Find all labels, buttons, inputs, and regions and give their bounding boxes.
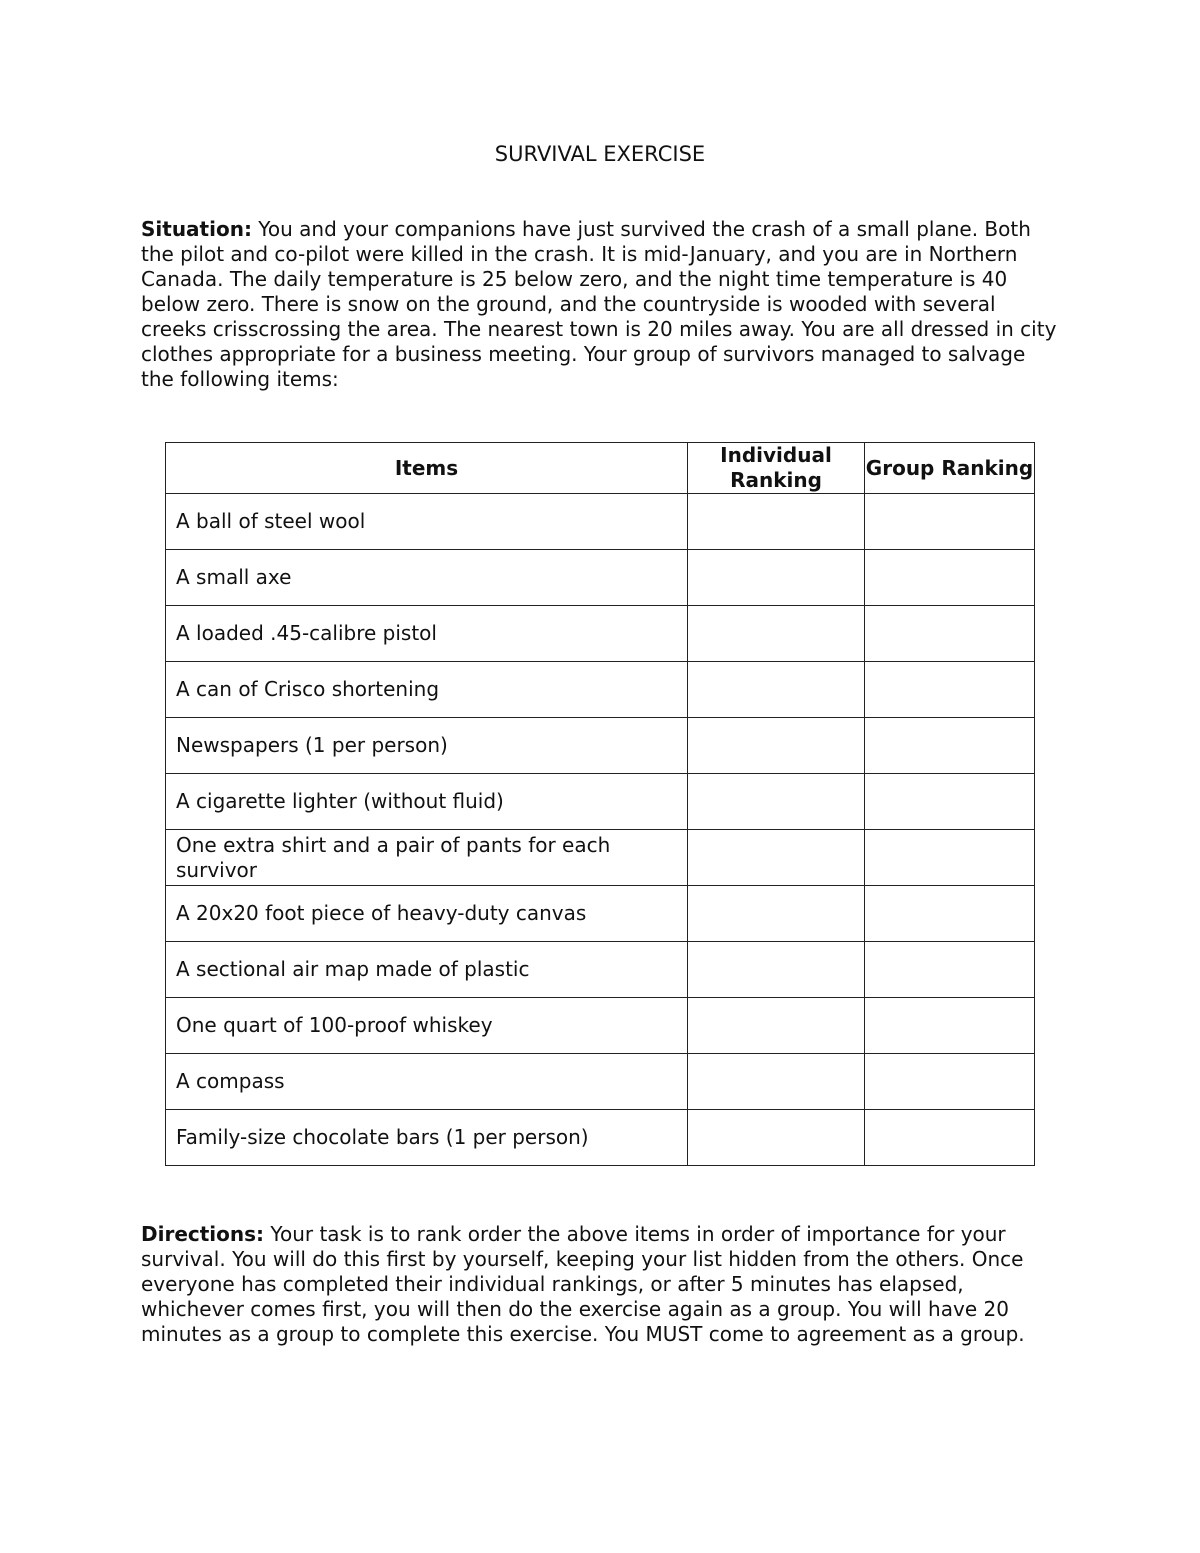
item-cell: One quart of 100-proof whiskey <box>166 998 688 1054</box>
header-individual-ranking: Individual Ranking <box>688 443 865 494</box>
table-header-row <box>166 443 1035 494</box>
item-cell: A compass <box>166 1054 688 1110</box>
header-items: Items <box>166 443 688 494</box>
table-body <box>166 494 1035 1166</box>
individual-ranking-cell[interactable] <box>688 550 865 606</box>
group-ranking-cell[interactable] <box>865 774 1035 830</box>
item-cell: A loaded .45-calibre pistol <box>166 606 688 662</box>
table-row <box>166 1054 1035 1110</box>
group-ranking-cell[interactable] <box>865 1110 1035 1166</box>
item-cell: A small axe <box>166 550 688 606</box>
individual-ranking-cell[interactable] <box>688 494 865 550</box>
group-ranking-cell[interactable] <box>865 494 1035 550</box>
group-ranking-cell[interactable] <box>865 830 1035 886</box>
page-title: SURVIVAL EXERCISE <box>494 142 706 166</box>
group-ranking-cell[interactable] <box>865 886 1035 942</box>
situation-label: Situation: <box>141 217 252 241</box>
table-row <box>166 942 1035 998</box>
individual-ranking-cell[interactable] <box>688 1054 865 1110</box>
group-ranking-cell[interactable] <box>865 662 1035 718</box>
group-ranking-cell[interactable] <box>865 1054 1035 1110</box>
item-cell: A cigarette lighter (without fluid) <box>166 774 688 830</box>
individual-ranking-cell[interactable] <box>688 1110 865 1166</box>
directions-text: Your task is to rank order the above items in order of importance for your survival. You will do this first by yourself, keeping your list hidden from the others. Once everyone has completed their individual rankings, or after 5 minutes has elapsed, whichever comes first, you will then do the exercise again as a group. You will have 20 minutes as a group to complete this exercise. You MUST come to agreement as a group. <box>141 1222 1025 1346</box>
individual-ranking-cell[interactable] <box>688 606 865 662</box>
item-cell: Newspapers (1 per person) <box>166 718 688 774</box>
group-ranking-cell[interactable] <box>865 718 1035 774</box>
group-ranking-cell[interactable] <box>865 550 1035 606</box>
item-cell: One extra shirt and a pair of pants for each survivor <box>166 830 688 886</box>
group-ranking-cell[interactable] <box>865 998 1035 1054</box>
table-row <box>166 830 1035 886</box>
situation-paragraph <box>141 217 1061 392</box>
table-row <box>166 998 1035 1054</box>
item-cell: A 20x20 foot piece of heavy-duty canvas <box>166 886 688 942</box>
item-cell: A can of Crisco shortening <box>166 662 688 718</box>
individual-ranking-cell[interactable] <box>688 998 865 1054</box>
individual-ranking-cell[interactable] <box>688 662 865 718</box>
items-table <box>165 442 1035 1166</box>
individual-ranking-cell[interactable] <box>688 942 865 998</box>
table-row <box>166 1110 1035 1166</box>
header-group-ranking: Group Ranking <box>865 443 1035 494</box>
table-row <box>166 494 1035 550</box>
directions-label: Directions: <box>141 1222 265 1246</box>
table-row <box>166 550 1035 606</box>
item-cell: Family-size chocolate bars (1 per person) <box>166 1110 688 1166</box>
item-cell: A sectional air map made of plastic <box>166 942 688 998</box>
table-row <box>166 662 1035 718</box>
table-row <box>166 886 1035 942</box>
table-row <box>166 774 1035 830</box>
individual-ranking-cell[interactable] <box>688 718 865 774</box>
item-cell: A ball of steel wool <box>166 494 688 550</box>
directions-paragraph <box>141 1222 1061 1347</box>
table-row <box>166 718 1035 774</box>
situation-text: You and your companions have just survived the crash of a small plane. Both the pilot and co-pilot were killed in the crash. It is mid-January, and you are in Northern Canada. The daily temperature is 25 below zero, and the night time temperature is 40 below zero. There is snow on the ground, and the countryside is wooded with several creeks crisscrossing the area. The nearest town is 20 miles away. You are all dressed in city clothes appropriate for a business meeting. Your group of survivors managed to salvage the following items: <box>141 217 1057 391</box>
individual-ranking-cell[interactable] <box>688 830 865 886</box>
individual-ranking-cell[interactable] <box>688 774 865 830</box>
table-row <box>166 606 1035 662</box>
individual-ranking-cell[interactable] <box>688 886 865 942</box>
group-ranking-cell[interactable] <box>865 942 1035 998</box>
group-ranking-cell[interactable] <box>865 606 1035 662</box>
